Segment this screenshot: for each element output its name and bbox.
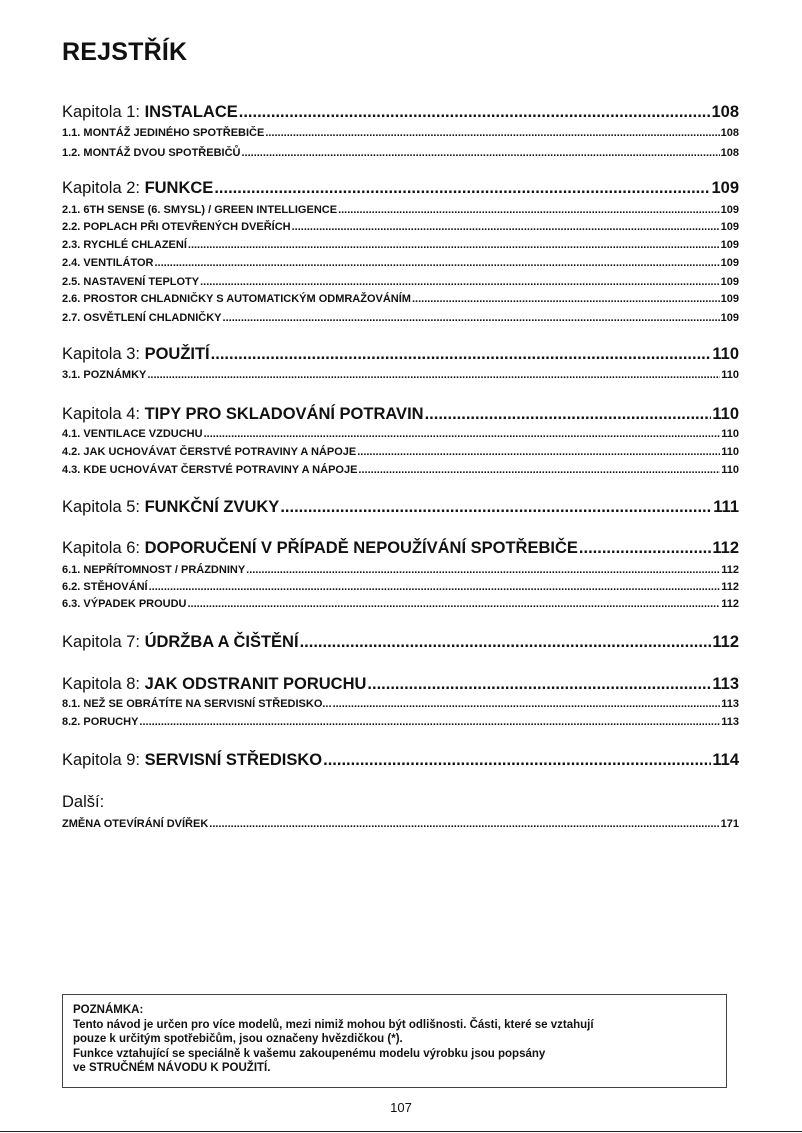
toc-entry-label: 2.6. PROSTOR CHLADNIČKY S AUTOMATICKÝM ODMRAŽOVÁNÍM: [62, 293, 411, 305]
chapter-title: DOPORUČENÍ V PŘÍPADĚ NEPOUŽÍVÁNÍ SPOTŘEBIČE: [144, 539, 578, 557]
note-line: ve STRUČNÉM NÁVODU K POUŽITÍ.: [73, 1062, 271, 1074]
toc-entry-page: 113: [721, 716, 739, 728]
leader-dots: [425, 405, 712, 424]
toc-entry-label: 6.2. STĚHOVÁNÍ: [62, 581, 148, 593]
toc-entry: [62, 698, 739, 713]
toc-entry-page: 109: [720, 276, 739, 288]
leader-dots: [214, 179, 710, 198]
toc-entry-page: 108: [720, 147, 739, 159]
toc-entry-page: 110: [721, 428, 739, 440]
toc-entry-page: 109: [720, 239, 739, 251]
toc-entry-label: 4.3. KDE UCHOVÁVAT ČERSTVÉ POTRAVINY A NÁPOJE: [62, 464, 358, 476]
toc-entry: [62, 369, 739, 384]
leader-dots: [239, 103, 711, 122]
toc-entry-label: 8.1. NEŽ SE OBRÁTÍTE NA SERVISNÍ STŘEDISKO...: [62, 698, 332, 710]
chapter-title: TIPY PRO SKLADOVÁNÍ POTRAVIN: [144, 405, 424, 423]
toc-entry-page: 109: [720, 293, 739, 305]
chapter-title: INSTALACE: [144, 103, 238, 121]
toc-chapter-5: [62, 498, 739, 520]
extra-heading: Další:: [62, 793, 105, 811]
chapter-prefix: Kapitola 4:: [62, 405, 145, 423]
toc-chapter-1: [62, 103, 739, 125]
toc-entry-page: 110: [721, 446, 739, 458]
toc-entry-page: 108: [720, 127, 739, 139]
toc-chapter-8: [62, 675, 739, 697]
toc-entry-page: 171: [720, 818, 739, 830]
toc-entry: [62, 293, 739, 308]
toc-entry-label: 8.2. PORUCHY: [62, 716, 139, 728]
toc-entry-label: 6.3. VÝPADEK PROUDU: [62, 598, 187, 610]
toc-entry-page: 112: [721, 564, 739, 576]
toc-chapter-6: [62, 539, 739, 561]
chapter-page: 108: [711, 103, 739, 121]
toc-entry: [62, 276, 739, 291]
note-line: Funkce vztahující se speciálně k vašemu zakoupenému modelu výrobku jsou popsány: [73, 1047, 546, 1060]
note-line: Tento návod je určen pro více modelů, mezi nimiž mohou být odlišnosti. Části, které se vztahují: [73, 1018, 594, 1031]
toc-entry-label: 6.1. NEPŘÍTOMNOST / PRÁZDNINY: [62, 564, 246, 576]
chapter-page: 114: [712, 751, 739, 769]
toc-entry: [62, 221, 739, 236]
toc-entry: [62, 239, 739, 254]
bottom-rule: [0, 1131, 802, 1132]
toc-entry: [62, 716, 739, 731]
toc-entry-label: 2.1. 6TH SENSE (6. SMYSL) / GREEN INTELLIGENCE: [62, 204, 338, 216]
chapter-prefix: Kapitola 7:: [62, 633, 145, 651]
toc-entry: [62, 312, 739, 327]
toc-entry-label: ZMĚNA OTEVÍRÁNÍ DVÍŘEK: [62, 818, 209, 830]
leader-dots: [280, 498, 712, 517]
note-box: [62, 994, 727, 1088]
chapter-title: ÚDRŽBA A ČIŠTĚNÍ: [144, 633, 299, 651]
toc-entry: [62, 127, 739, 142]
toc-entry-page: 113: [721, 698, 739, 710]
toc-entry-page: 109: [720, 221, 739, 233]
toc-entry-label: 1.1. MONTÁŽ JEDINÉHO SPOTŘEBIČE: [62, 127, 265, 139]
chapter-page: 112: [712, 633, 739, 651]
page-number: 107: [390, 1100, 412, 1115]
chapter-page: 110: [712, 405, 739, 423]
chapter-prefix: Kapitola 5:: [62, 498, 145, 516]
leader-dots: [579, 539, 711, 558]
toc-entry: [62, 446, 739, 461]
toc-entry: [62, 598, 739, 613]
chapter-title: POUŽITÍ: [144, 345, 210, 363]
toc-entry: [62, 564, 739, 579]
toc-chapter-2: [62, 179, 739, 201]
toc-entry-page: 110: [721, 369, 739, 381]
toc-entry: [62, 147, 739, 162]
chapter-prefix: Kapitola 1:: [62, 103, 145, 121]
chapter-prefix: Kapitola 6:: [62, 539, 145, 557]
toc-entry-page: 110: [721, 464, 739, 476]
toc-entry-label: 2.3. RYCHLÉ CHLAZENÍ: [62, 239, 187, 251]
leader-dots: [300, 633, 712, 652]
toc-entry-label: 3.1. POZNÁMKY: [62, 369, 147, 381]
toc-entry-page: 109: [720, 257, 739, 269]
toc-entry-page: 109: [720, 204, 739, 216]
chapter-page: 110: [712, 345, 739, 363]
toc-entry-page: 112: [721, 598, 739, 610]
note-line: pouze k určitým spotřebičům, jsou označeny hvězdičkou (*).: [73, 1033, 403, 1045]
chapter-prefix: Kapitola 8:: [62, 675, 145, 693]
toc-entry: [62, 464, 739, 479]
leader-dots: [323, 751, 711, 770]
chapter-prefix: Kapitola 2:: [62, 179, 145, 197]
toc-entry-label: 1.2. MONTÁŽ DVOU SPOTŘEBIČŮ: [62, 147, 241, 159]
chapter-title: JAK ODSTRANIT PORUCHU: [144, 675, 367, 693]
toc-entry: [62, 581, 739, 596]
chapter-page: 109: [711, 179, 739, 197]
toc-entry-page: 109: [720, 312, 739, 324]
leader-dots: [211, 345, 712, 364]
chapter-page: 111: [713, 498, 739, 516]
toc-entry-label: 4.2. JAK UCHOVÁVAT ČERSTVÉ POTRAVINY A NÁPOJE: [62, 446, 357, 458]
chapter-title: SERVISNÍ STŘEDISKO: [144, 751, 323, 769]
toc-chapter-7: [62, 633, 739, 655]
toc-entry-label: 2.2. POPLACH PŘI OTEVŘENÝCH DVEŘÍCH: [62, 221, 291, 233]
chapter-prefix: Kapitola 9:: [62, 751, 145, 769]
toc-entry: [62, 257, 739, 272]
toc-entry: [62, 428, 739, 443]
chapter-title: FUNKCE: [144, 179, 214, 197]
chapter-prefix: Kapitola 3:: [62, 345, 145, 363]
chapter-page: 112: [712, 539, 739, 557]
toc-entry: [62, 818, 739, 833]
toc-entry-label: 2.7. OSVĚTLENÍ CHLADNIČKY: [62, 312, 222, 324]
chapter-page: 113: [712, 675, 739, 693]
toc-chapter-4: [62, 405, 739, 427]
toc-chapter-9: [62, 751, 739, 773]
leader-dots: [367, 675, 711, 694]
chapter-title: FUNKČNÍ ZVUKY: [144, 498, 280, 516]
toc-entry: [62, 204, 739, 219]
page-title: REJSTŘÍK: [62, 38, 188, 66]
toc-entry-label: 2.5. NASTAVENÍ TEPLOTY: [62, 276, 200, 288]
toc-entry-label: 4.1. VENTILACE VZDUCHU: [62, 428, 203, 440]
toc-entry-page: 112: [721, 581, 739, 593]
toc-chapter-3: [62, 345, 739, 367]
note-heading: POZNÁMKA:: [73, 1004, 144, 1016]
toc-entry-label: 2.4. VENTILÁTOR: [62, 257, 154, 269]
